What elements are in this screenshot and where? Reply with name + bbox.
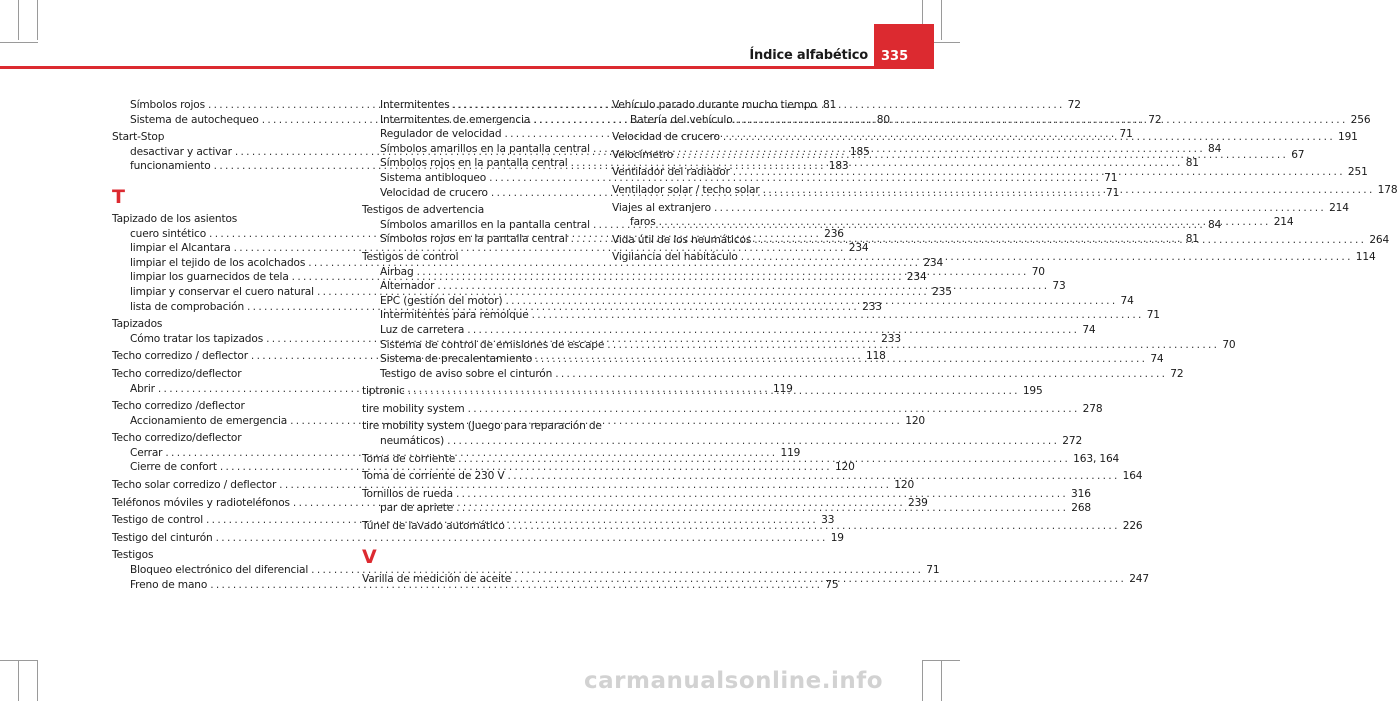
index-page-number: 191 (1338, 131, 1358, 144)
index-entry-text: Teléfonos móviles y radioteléfonos (112, 496, 290, 509)
index-page-number: 178 (1377, 183, 1397, 196)
index-page-number: 114 (1355, 251, 1376, 264)
dot-leader (763, 183, 1375, 198)
index-entry (112, 563, 940, 578)
index-entry-text: Varilla de medición de aceite (362, 572, 512, 585)
index-entry (112, 478, 915, 493)
index-page-number: 71 (1119, 128, 1133, 141)
index-page-number: 185 (849, 145, 870, 158)
index-entry-text: limpiar y conservar el cuero natural (130, 285, 314, 298)
page-number: 335 (881, 49, 909, 64)
index-entry-text: Vehículo parado durante mucho tiempo (612, 99, 817, 111)
index-page-number: 84 (1208, 218, 1222, 231)
index-entry-text: Viajes al extranjero (612, 201, 711, 214)
index-page-number: 72 (1148, 113, 1162, 126)
dot-leader (741, 250, 1353, 265)
dot-leader (505, 294, 1117, 309)
index-entry-text: Intermitentes (380, 99, 450, 111)
index-page-number: 234 (906, 271, 927, 284)
index-entry-text: Símbolos rojos (130, 99, 205, 111)
index-heading: Testigos de control (362, 250, 459, 263)
index-entry-text: funcionamiento (130, 160, 211, 173)
index-page-number: 70 (1222, 338, 1236, 351)
index-entry-text: tire mobility system (362, 402, 465, 415)
index-page-number: 81 (1185, 233, 1199, 246)
index-page-number: 72 (1170, 367, 1184, 380)
index-entry-text: Alternador (380, 280, 435, 293)
index-entry-text: Cómo tratar los tapizados (130, 332, 264, 345)
index-entry-text: Velocímetro (612, 148, 674, 161)
index-entry-text: Sistema antibloqueo (380, 171, 487, 184)
dot-leader (607, 338, 1219, 353)
dot-leader (659, 215, 1271, 230)
dot-leader (733, 165, 1345, 180)
index-entry-text: Luz de carretera (380, 323, 465, 336)
index-page-number: 74 (1082, 323, 1096, 336)
dot-leader (754, 233, 1366, 248)
index-page-number: 256 (1350, 113, 1371, 126)
index-page-number: 264 (1369, 233, 1390, 246)
index-page-number: 119 (780, 446, 801, 459)
index-entry-text: Toma de corriente de 230 V (362, 470, 505, 483)
index-entry-text: limpiar el tejido de los acolchados (130, 256, 306, 269)
index-page-number: 71 (1146, 309, 1160, 322)
index-entry-text: Velocidad de crucero (380, 186, 488, 199)
index-entry-text: Airbag (380, 265, 414, 278)
index-page-number: 226 (1122, 520, 1143, 533)
index-page-number: 75 (825, 578, 839, 591)
index-entry-text: Regulador de velocidad (380, 128, 502, 141)
index-entry-text: cuero sintético (130, 227, 207, 240)
watermark-text: carmanualsonline.info (584, 668, 884, 694)
crop-mark (0, 42, 38, 43)
index-page-number: 278 (1082, 402, 1103, 415)
index-entry-text: Techo corredizo / deflector (112, 350, 248, 363)
index-entry-text: desactivar y activar (130, 145, 232, 158)
dot-leader (508, 519, 1120, 534)
index-page-number: 74 (1120, 294, 1134, 307)
index-page-number: 74 (1150, 353, 1164, 366)
section-letter: T (112, 185, 125, 208)
dot-leader (456, 487, 1068, 502)
index-page-number: 214 (1273, 216, 1294, 229)
index-entry (362, 308, 1160, 323)
index-page-number: 67 (1291, 148, 1305, 161)
index-entry-text: Techo solar corredizo / deflector (112, 479, 277, 492)
index-page-number: 120 (834, 461, 855, 474)
index-page-number: 119 (772, 382, 793, 395)
index-entry-text: Túnel de lavado automático (362, 520, 505, 533)
index-entry-text: Ventilador del radiador (612, 166, 730, 179)
index-page-number: 84 (1208, 142, 1222, 155)
index-page-number: 183 (828, 160, 849, 173)
page-header-title: Índice alfabético (749, 48, 868, 63)
index-page-number: 120 (894, 479, 915, 492)
index-page-number: 233 (881, 332, 901, 345)
index-page-number: 236 (824, 227, 844, 240)
index-page-number: 235 (932, 285, 952, 298)
crop-mark (37, 0, 38, 40)
index-entry-text: Sistema de control de emisiones de escape (380, 338, 605, 351)
index-entry-text: Bloqueo electrónico del diferencial (130, 564, 309, 577)
dot-leader (408, 384, 1020, 399)
index-page-number: 251 (1347, 166, 1368, 179)
dot-leader (458, 452, 1070, 467)
index-page-number: 234 (923, 256, 944, 269)
index-entry-text: Vigilancia del habitáculo (612, 251, 738, 264)
index-entry-text: Accionamiento de emergencia (130, 414, 288, 427)
index-heading: Testigos (112, 549, 154, 562)
index-entry-text: Batería del vehículo (630, 113, 733, 126)
crop-mark (18, 661, 19, 701)
index-page-number: 247 (1129, 572, 1149, 585)
dot-leader (532, 308, 1144, 323)
dot-leader (723, 130, 1335, 145)
dot-leader (714, 201, 1326, 216)
dot-leader (456, 501, 1068, 516)
index-page-number: 33 (821, 514, 835, 527)
index-entry (362, 434, 1083, 449)
index-entry (362, 367, 1184, 382)
index-entry (612, 201, 1349, 216)
index-entry-text: Ventilador solar / techo solar (612, 183, 760, 196)
index-page-number: 71 (1104, 171, 1118, 184)
index-entry-text: Testigo de aviso sobre el cinturón (380, 367, 553, 380)
index-page-number: 70 (1031, 265, 1045, 278)
index-entry-text: limpiar el Alcantara (130, 242, 231, 255)
dot-leader (437, 279, 1049, 294)
index-entry-text: faros (630, 216, 656, 229)
index-entry-text: limpiar los guarnecidos de tela (130, 271, 289, 284)
index-page-number: 80 (876, 113, 890, 126)
index-page-number: 72 (1067, 99, 1081, 111)
index-entry-text: Testigo del cinturón (112, 531, 213, 544)
index-entry-text: EPC (gestión del motor) (380, 294, 503, 307)
index-entry-text: Símbolos rojos en la pantalla central (380, 157, 568, 170)
index-entry-text: Tornillos de rueda (362, 487, 453, 500)
index-page-number: 71 (926, 564, 940, 577)
index-entry (112, 531, 844, 546)
index-page-number: 73 (1052, 280, 1066, 293)
index-entry-text: Toma de corriente (362, 452, 456, 465)
index-heading: Tapizado de los asientos (112, 212, 238, 225)
dot-leader (514, 572, 1126, 587)
index-heading: Techo corredizo /deflector (112, 400, 245, 413)
index-entry-text: Cerrar (130, 446, 163, 459)
index-entry-text: par de apriete (380, 502, 454, 515)
index-page-number: 316 (1071, 487, 1091, 500)
index-page-number: 81 (1185, 157, 1199, 170)
section-letter: V (362, 545, 377, 568)
crop-mark (941, 0, 942, 40)
index-page-number: 164 (1122, 470, 1143, 483)
dot-leader (736, 113, 1348, 128)
index-entry-text: Testigo de control (112, 514, 204, 527)
crop-mark (18, 0, 19, 40)
index-page-number: 120 (905, 414, 926, 427)
crop-mark (0, 660, 38, 661)
index-entry-text: Velocidad de crucero (612, 131, 720, 144)
index-entry-text: Vida útil de los neumáticos (612, 233, 752, 246)
index-entry-text: Cierre de confort (130, 461, 217, 474)
dot-leader (676, 148, 1288, 163)
index-page-number: 239 (908, 496, 928, 509)
index-entry-text: Intermitentes de emergencia (380, 113, 531, 126)
index-entry-text: tire mobility system (Juego para reparación de (362, 420, 602, 433)
index-entry (362, 487, 1091, 502)
index-page-number: 268 (1071, 502, 1092, 515)
dot-leader (447, 434, 1059, 449)
index-entry-text: Sistema de precalentamiento (380, 353, 533, 366)
index-entry (362, 323, 1096, 338)
header-rule (0, 66, 874, 69)
index-entry-text: Símbolos rojos en la pantalla central (380, 233, 568, 246)
page-number-tab (874, 24, 934, 69)
crop-mark (37, 661, 38, 701)
index-heading: Techo corredizo/deflector (112, 432, 242, 445)
index-page-number: 19 (830, 531, 844, 544)
index-page-number: 233 (862, 300, 882, 313)
index-entry (362, 469, 1143, 484)
index-page-number: 81 (823, 99, 837, 111)
index-page-number: 195 (1022, 385, 1043, 398)
index-page-number: 214 (1329, 201, 1349, 214)
dot-leader (535, 352, 1147, 367)
index-entry-text: Sistema de autochequeo (130, 113, 259, 126)
index-page-number: 272 (1062, 435, 1083, 448)
index-entry-text: Símbolos amarillos en la pantalla central (380, 142, 590, 155)
index-entry-text: Freno de mano (130, 578, 208, 591)
index-page-number: 118 (866, 350, 886, 363)
index-entry (112, 241, 869, 256)
dot-leader (555, 367, 1167, 382)
index-entry-text: lista de comprobación (130, 300, 245, 313)
dot-leader (467, 323, 1079, 338)
index-heading: Start-Stop (112, 131, 165, 144)
index-page-number: 234 (848, 242, 869, 255)
index-entry (112, 460, 855, 475)
dot-leader (417, 265, 1029, 280)
index-heading: Techo corredizo/deflector (112, 367, 242, 380)
index-entry-text: Abrir (130, 382, 155, 395)
dot-leader (508, 469, 1120, 484)
index-heading: Testigos de advertencia (362, 204, 485, 217)
index-entry-text: neumáticos) (380, 435, 445, 448)
dot-leader (468, 402, 1080, 417)
index-page-number: 71 (1106, 186, 1120, 199)
index-entry-text: Símbolos amarillos en la pantalla central (380, 218, 590, 231)
index-entry-text: Intermitentes para remolque (380, 309, 529, 322)
index-entry (362, 402, 1103, 417)
index-entry-text: tiptronic (362, 385, 405, 398)
index-heading: Tapizados (112, 318, 163, 331)
index-page-number: 163, 164 (1073, 452, 1120, 465)
